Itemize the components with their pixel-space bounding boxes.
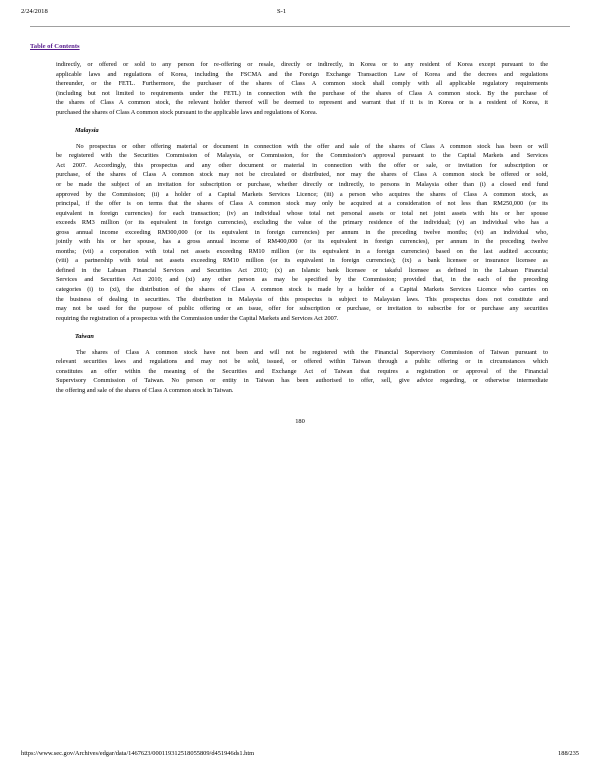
text-line: exceeds RM3 million (or its equivalent in foreign currencies), excluding the value of the primary residence of the individual; (v) an individual who has a <box>56 219 548 227</box>
text-line: requiring the registration of a prospectus with the Commission under the Capital Markets and Services Act 2007. <box>56 314 339 322</box>
text-line: be registered with the Securities Commission of Malaysia, or Commission, for the Commission’s approval pursuant to the Capital Markets and Services <box>56 152 548 160</box>
text-line: the offering and sale of the shares of Class A common stock in Taiwan. <box>56 386 234 394</box>
text-line: principal, if the offer is on terms that the shares of Class A common stock may only be acquired at a consideration of not less than RM250,000 (or its <box>56 200 548 208</box>
section-heading-malaysia: Malaysia <box>75 127 99 135</box>
korea-paragraph <box>56 60 548 117</box>
text-line: gross annual income exceeding RM300,000 (or its equivalent in foreign currencies) per annum in the preceding twelve months; (vi) an individual who, <box>56 228 548 236</box>
taiwan-paragraph <box>56 348 548 396</box>
document-body <box>56 60 548 396</box>
text-line: or be made the subject of an invitation for subscription or purchase, whether directly or indirectly, to persons in Malaysia other than (i) a closed end fund <box>56 181 548 189</box>
text-line: the business of dealing in securities. The distribution in Malaysia of this prospectus is subject to Malaysian laws. This prospectus does not constitute and <box>56 295 548 303</box>
header-divider <box>30 26 570 27</box>
text-line: Supervisory Commission of Taiwan. No person or entity in Taiwan has been authorised to offer, sell, give advice regarding, or otherwise intermediate <box>56 377 548 385</box>
text-line: relevant securities laws and regulations and may not be sold, issued, or offered within Taiwan through a public offering or in circumstances which <box>56 358 548 366</box>
text-line: The shares of Class A common stock have not been and will not be registered with the Financial Supervisory Commission of Taiwan pursuant to <box>76 348 548 356</box>
text-line: months; (vii) a corporation with total net assets exceeding RM10 million (or its equivalent in a foreign currencies) based on the last audited accounts; <box>56 247 548 255</box>
text-line: purchase, of the shares of Class A common stock may not be circulated or distributed, nor may the shares of Class A common stock be offered or sold, <box>56 171 548 179</box>
malaysia-paragraph <box>56 142 548 323</box>
text-line: constitutes an offer within the meaning of the Securities and Exchange Act of Taiwan that requires a registration or approval of the Financial <box>56 367 548 375</box>
text-line: (viii) a partnership with total net assets exceeding RM10 million (or its equivalent in foreign currencies); (ix) a bank licensee or insurance licensee as <box>56 257 548 265</box>
text-line: jointly with his or her spouse, has a gross annual income of RM400,000 (or its equivalent in foreign currencies), per annum in the preceding twelve <box>56 238 548 246</box>
page-number: 180 <box>295 418 305 425</box>
header-date: 2/24/2018 <box>21 8 48 15</box>
text-line: equivalent in foreign currencies) for each transaction; (iv) an individual whose total net personal assets or total net joint assets with his or her spouse <box>56 209 548 217</box>
text-line: thereunder, or the FETL. Furthermore, the purchaser of the shares of Class A common stock shall comply with all applicable regulatory requirements <box>56 80 548 88</box>
text-line: indirectly, or offered or sold to any person for re-offering or resale, directly or indirectly, in Korea or to any resident of Korea except pursuant to the <box>56 61 548 68</box>
text-line: applicable laws and regulations of Korea, including the FSCMA and the Foreign Exchange Transaction Law of Korea and the decrees and regulations <box>56 70 548 78</box>
text-line: approved by the Commission; (ii) a holder of a Capital Markets Services Licence; (iii) a person who acquires the shares of Class A common stock, as <box>56 190 548 198</box>
text-line: Act 2007. Accordingly, this prospectus and any other document or material in connection with the offer or sale, or invitation for subscription or <box>56 161 548 169</box>
footer-page-count: 188/235 <box>558 750 579 757</box>
text-line: may not be used for the purpose of public offering or an issue, offer for subscription or purchase, or invitation to subscribe for or purchase any securities <box>56 305 548 313</box>
text-line: No prospectus or other offering material or document in connection with the offer and sale of the shares of Class A common stock has been or will <box>76 142 548 150</box>
text-line: the shares of Class A common stock, the relevant holder thereof will be deemed to represent and warrant that if it is in Korea or is a resident of Korea, it <box>56 99 548 107</box>
text-line: purchased the shares of Class A common stock pursuant to the applicable laws and regulations of Korea. <box>56 108 318 116</box>
section-heading-taiwan: Taiwan <box>75 333 94 341</box>
table-of-contents-link[interactable]: Table of Contents <box>30 43 80 50</box>
footer-url: https://www.sec.gov/Archives/edgar/data/1467623/000119312518055809/d451946ds1.htm <box>21 750 255 757</box>
text-line: (including but not limited to requirements under the FETL) in connection with the purchase of the shares of Class A common stock. By the purchase of <box>56 89 548 97</box>
text-line: defined in the Labuan Financial Services and Securities Act 2010; (x) an Islamic bank licensee or takaful licensee as defined in the Labuan Financial <box>56 266 548 274</box>
header-title: S-1 <box>277 8 287 15</box>
text-line: categories (i) to (xi), the distribution of the shares of Class A common stock is made by a holder of a Capital Markets Services Licence who carries on <box>56 286 548 294</box>
text-line: Services and Securities Act 2010; and (xi) any other person as may be specified by the Commission; provided that, in the each of the preceding <box>56 276 548 284</box>
